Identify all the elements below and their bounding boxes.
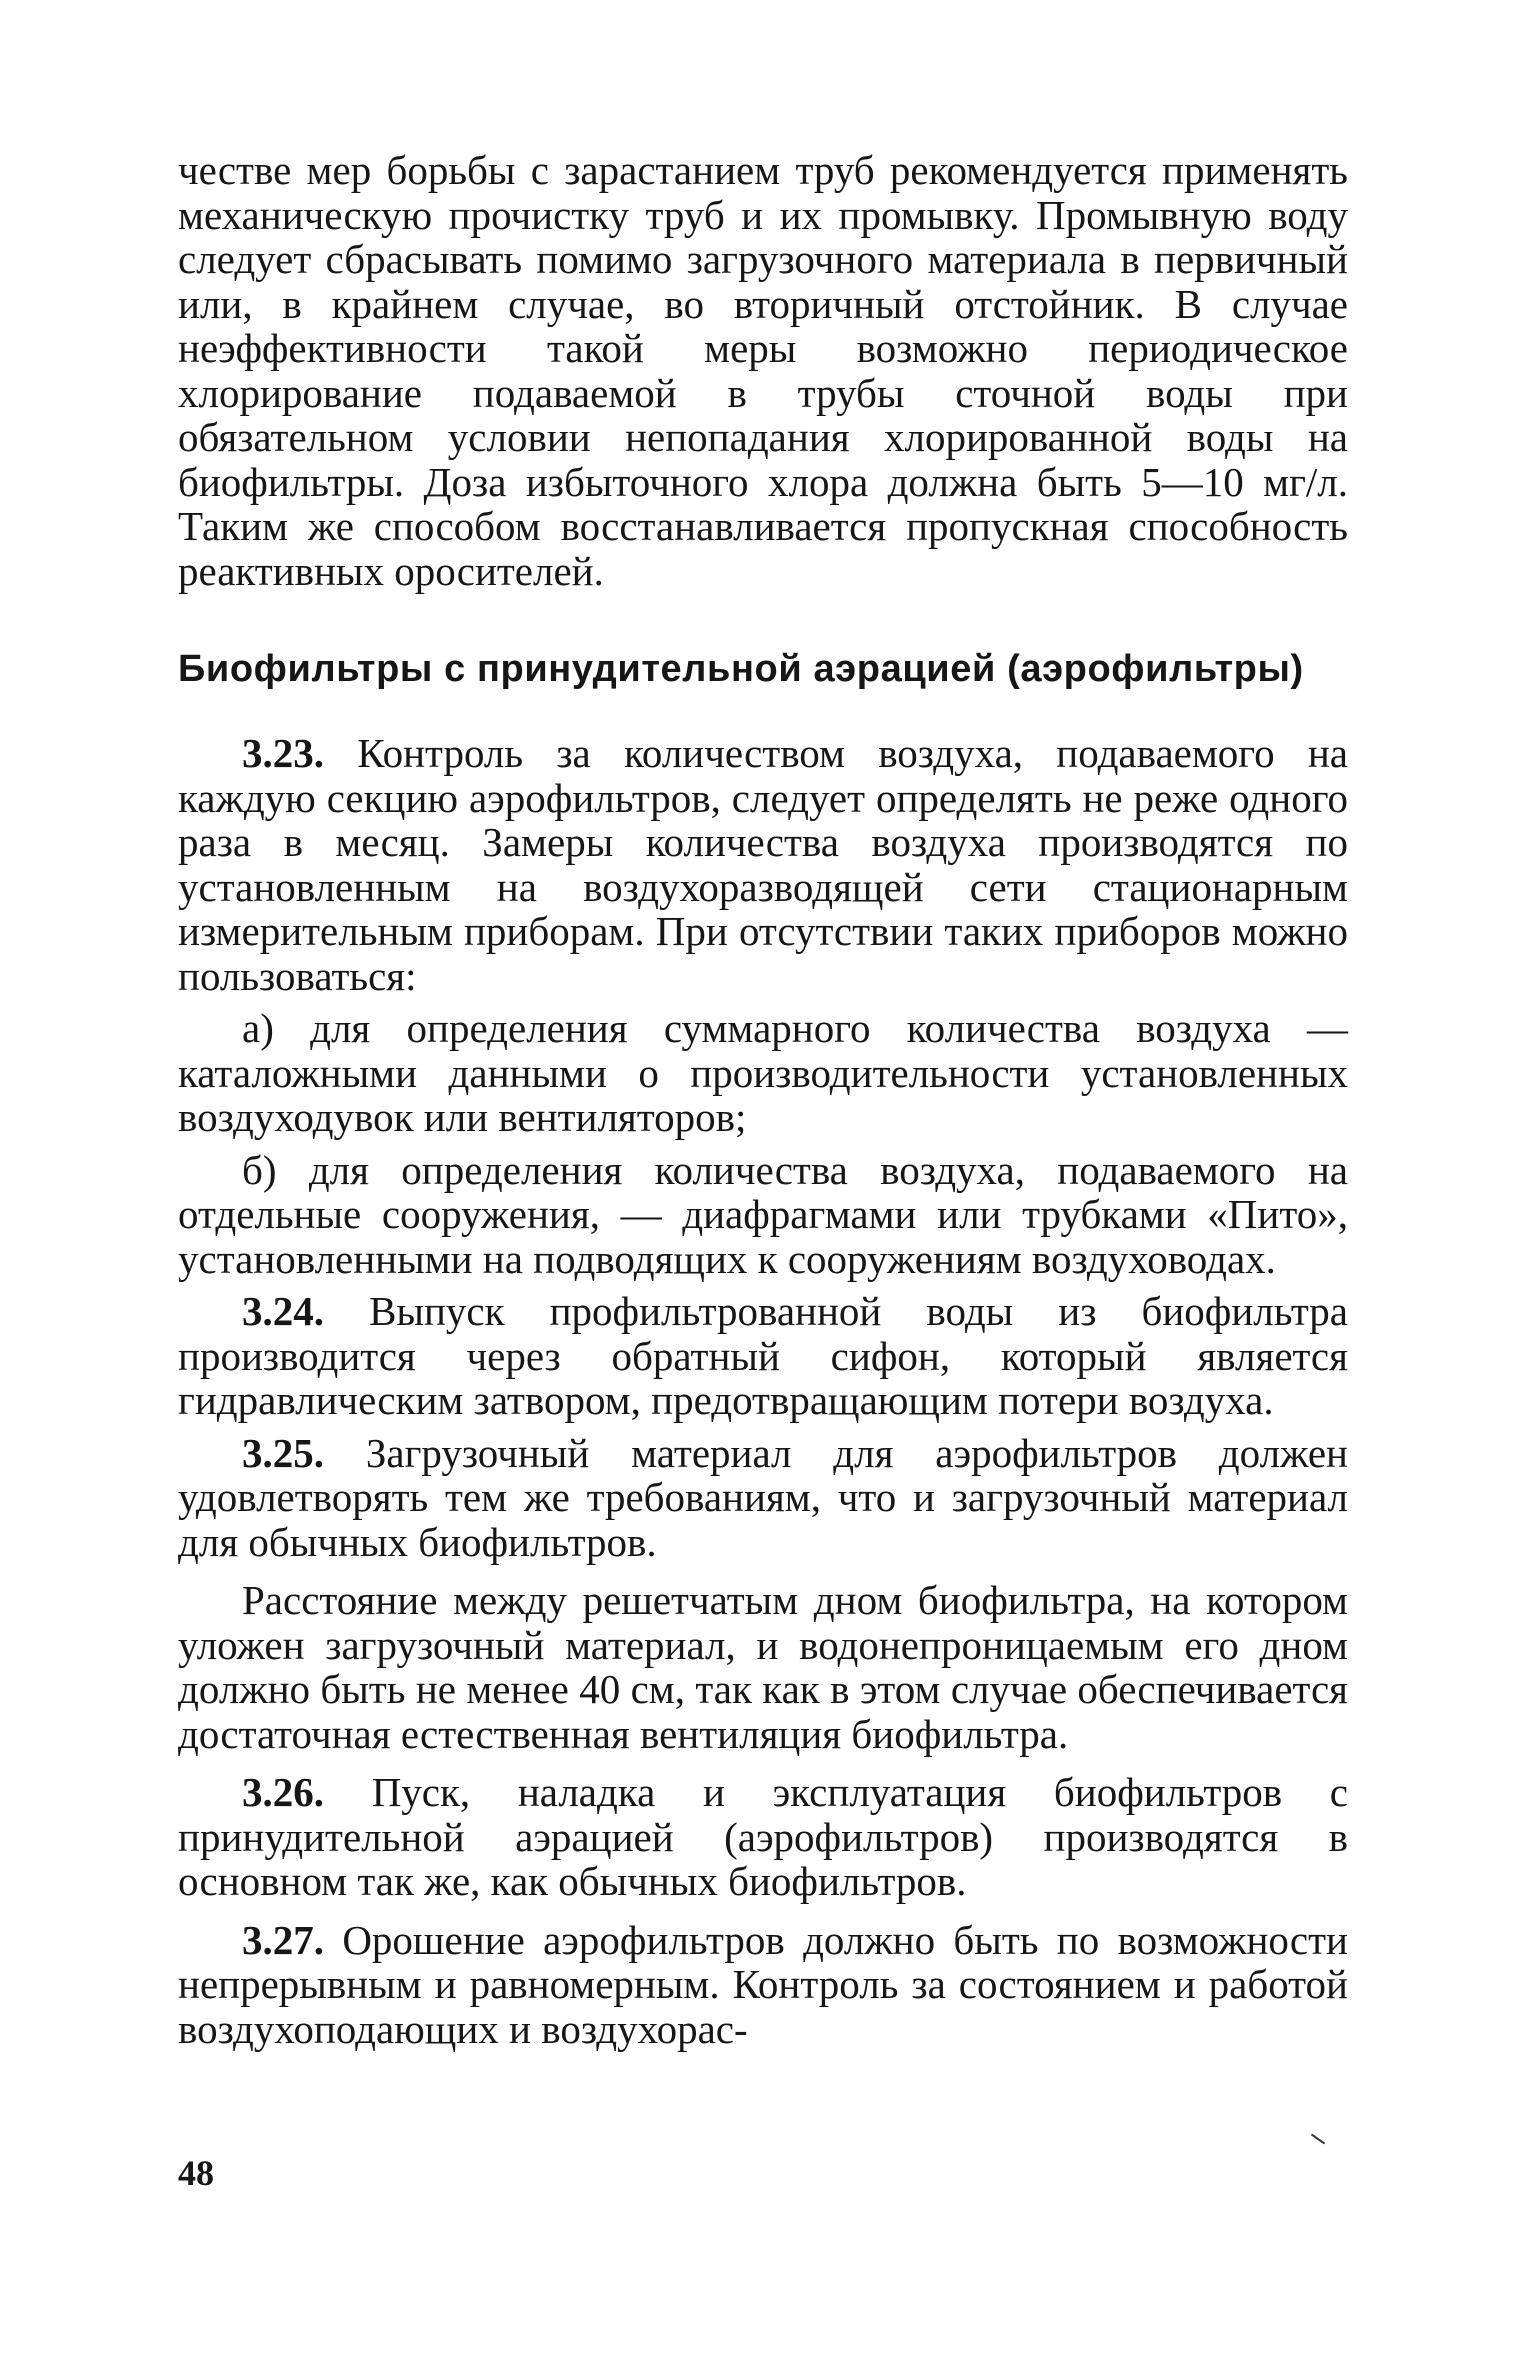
paragraph-3-23	[178, 731, 1348, 998]
paragraph-text: Контроль за количеством воздуха, подаваемого на каждую секцию аэрофильтров, следует определять не реже одного раза в месяц. Замеры количества воздуха производятся по установленным на воздухоразводящей сети стационарным измерительным приборам. При отсутствии таких приборов можно пользоваться:	[178, 730, 1349, 999]
stray-mark	[1311, 2134, 1325, 2145]
page-content	[178, 148, 1348, 2051]
paragraph-text: Пуск, наладка и эксплуатация биофильтров с принудительной аэрацией (аэрофильтров) производятся в основном так же, как обычных биофильтров.	[178, 1769, 1348, 1904]
paragraph-continued: честве мер борьбы с зарастанием труб рекомендуется применять механическую прочистку труб и их промывку. Промывную воду следует сбрасывать помимо загрузочного материала в первичный или, в крайнем случае, во вторичный отстойник. В случае неэффективности такой меры возможно периодическое хлорирование подаваемой в трубы сточной воды при обязательном условии непопадания хлорированной воды на биофильтры. Доза избыточного хлора должна быть 5—10 мг/л. Таким же способом восстанавливается пропускная способность реактивных оросителей.	[178, 147, 1348, 594]
paragraph-text: Орошение аэрофильтров должно быть по возможности непрерывным и равномерным. Контроль за состоянием и работой воздухоподающих и воздухорас-	[178, 1916, 1348, 2052]
section-title: Биофильтры с принудительной аэрацией (аэрофильтры)	[178, 648, 1304, 690]
clause-number: 3.24.	[242, 1288, 324, 1334]
paragraph-3-26	[178, 1770, 1348, 1904]
paragraph-3-24	[178, 1289, 1348, 1423]
list-item-b: б) для определения количества воздуха, подаваемого на отдельные сооружения, — диафрагмами или трубками «Пито», установленными на подводящих к сооружениям воздуховодах.	[178, 1146, 1348, 1282]
paragraph-3-25-continued: Расстояние между решетчатым дном биофильтра, на котором уложен загрузочный материал, и водонепроницаемым его дном должно быть не менее 40 см, так как в этом случае обеспечивается достаточная естественная вентиляция биофильтра.	[178, 1577, 1348, 1757]
clause-number: 3.27.	[242, 1916, 324, 1963]
clause-number: 3.26.	[242, 1769, 324, 1815]
page-number: 48	[178, 2153, 214, 2193]
paragraph-text: Загрузочный материал для аэрофильтров должен удовлетворять тем же требованиям, что и загрузочный материал для обычных биофильтров.	[178, 1429, 1348, 1565]
list-item-a: а) для определения суммарного количества воздуха — каталожными данными о производительности установленных воздуходувок или вентиляторов;	[178, 1005, 1348, 1140]
paragraph-3-27	[178, 1918, 1348, 2052]
clause-number: 3.23.	[242, 730, 324, 776]
clause-number: 3.25.	[242, 1429, 324, 1476]
paragraph-text: Выпуск профильтрованной воды из биофильтра производится через обратный сифон, который является гидравлическим затвором, предотвращающим потери воздуха.	[178, 1288, 1348, 1423]
paragraph-3-25	[178, 1431, 1348, 1565]
